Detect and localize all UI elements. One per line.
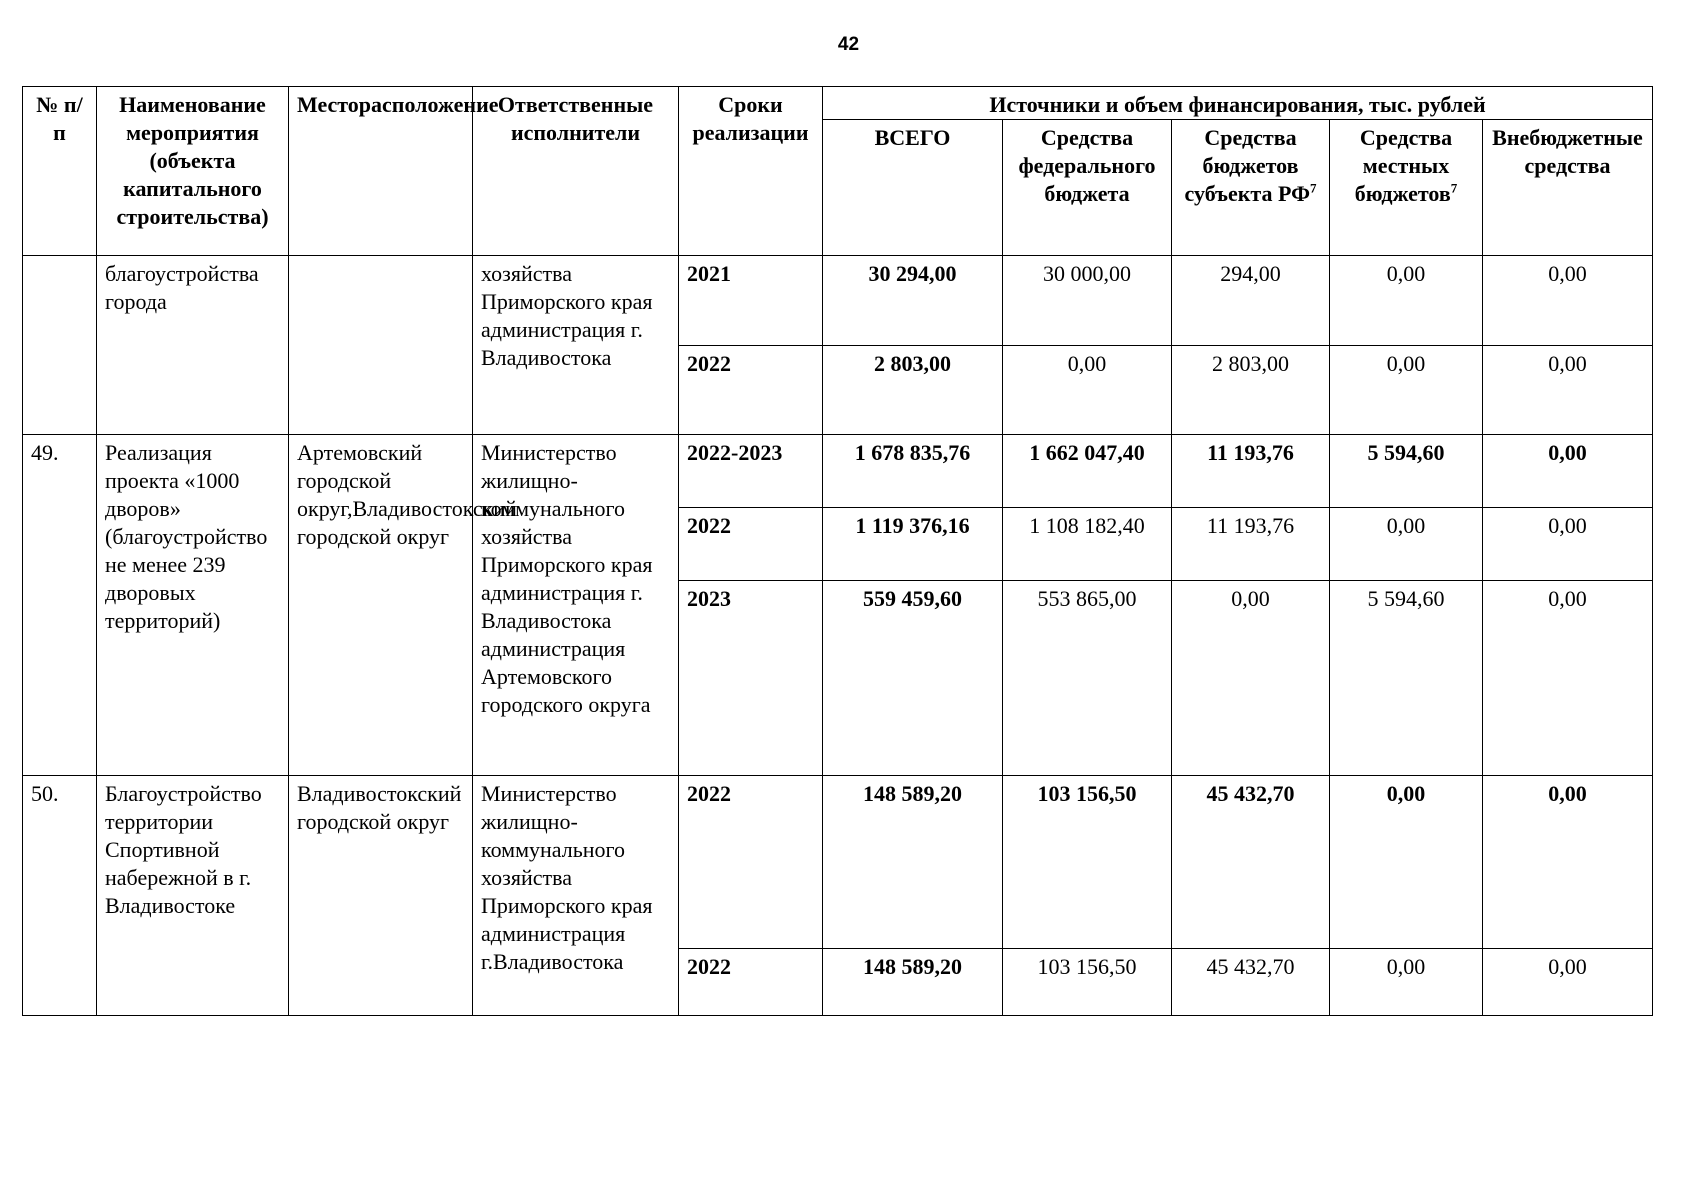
cell-total: 559 459,60 bbox=[823, 581, 1003, 776]
cell-local: 0,00 bbox=[1330, 508, 1483, 581]
cell-local: 0,00 bbox=[1330, 346, 1483, 435]
header-location: Месторасположение bbox=[289, 87, 473, 256]
cell-total: 30 294,00 bbox=[823, 256, 1003, 346]
cell-federal: 30 000,00 bbox=[1003, 256, 1172, 346]
table-row bbox=[23, 256, 1653, 346]
cell-executors: хозяйства Приморского края администрация г. Владивостока bbox=[473, 256, 679, 435]
cell-num: 49. bbox=[23, 435, 97, 776]
cell-year: 2022-2023 bbox=[679, 435, 823, 508]
cell-year: 2021 bbox=[679, 256, 823, 346]
cell-local: 0,00 bbox=[1330, 256, 1483, 346]
cell-regional: 0,00 bbox=[1172, 581, 1330, 776]
cell-federal: 0,00 bbox=[1003, 346, 1172, 435]
cell-name: Реализация проекта «1000 дворов» (благоустройство не менее 239 дворовых территорий) bbox=[97, 435, 289, 776]
cell-federal: 1 662 047,40 bbox=[1003, 435, 1172, 508]
cell-location bbox=[289, 256, 473, 435]
header-local: Средства местных бюджетов$^7$ bbox=[1330, 120, 1483, 256]
header-terms: Сроки реализации bbox=[679, 87, 823, 256]
cell-location: Владивостокский городской округ bbox=[289, 776, 473, 1016]
header-num: № п/п bbox=[23, 87, 97, 256]
cell-federal: 1 108 182,40 bbox=[1003, 508, 1172, 581]
cell-location: Артемовский городской округ,Владивостокский городской округ bbox=[289, 435, 473, 776]
cell-regional: 11 193,76 bbox=[1172, 508, 1330, 581]
cell-federal: 553 865,00 bbox=[1003, 581, 1172, 776]
cell-extra: 0,00 bbox=[1483, 256, 1653, 346]
cell-local: 0,00 bbox=[1330, 949, 1483, 1016]
cell-total: 148 589,20 bbox=[823, 776, 1003, 949]
cell-year: 2022 bbox=[679, 776, 823, 949]
cell-regional: 45 432,70 bbox=[1172, 949, 1330, 1016]
cell-num bbox=[23, 256, 97, 435]
cell-num: 50. bbox=[23, 776, 97, 1016]
cell-extra: 0,00 bbox=[1483, 776, 1653, 949]
cell-regional: 11 193,76 bbox=[1172, 435, 1330, 508]
cell-year: 2022 bbox=[679, 949, 823, 1016]
cell-regional: 294,00 bbox=[1172, 256, 1330, 346]
header-name: Наименование мероприятия (объекта капитального строительства) bbox=[97, 87, 289, 256]
cell-extra: 0,00 bbox=[1483, 949, 1653, 1016]
header-extra: Внебюджетные средства bbox=[1483, 120, 1653, 256]
cell-executors: Министерство жилищно-коммунального хозяйства Приморского края администрация г. Владивостока администрация Артемовского городского округа bbox=[473, 435, 679, 776]
cell-local: 5 594,60 bbox=[1330, 435, 1483, 508]
cell-total: 2 803,00 bbox=[823, 346, 1003, 435]
header-federal: Средства федерального бюджета bbox=[1003, 120, 1172, 256]
table-row bbox=[23, 776, 1653, 949]
header-total: ВСЕГО bbox=[823, 120, 1003, 256]
page-number: 42 bbox=[837, 34, 860, 55]
cell-regional: 45 432,70 bbox=[1172, 776, 1330, 949]
cell-local: 0,00 bbox=[1330, 776, 1483, 949]
cell-year: 2022 bbox=[679, 508, 823, 581]
cell-regional: 2 803,00 bbox=[1172, 346, 1330, 435]
cell-executors: Министерство жилищно-коммунального хозяйства Приморского края администрация г.Владивостока bbox=[473, 776, 679, 1016]
cell-name: благоустройства города bbox=[97, 256, 289, 435]
table-row bbox=[23, 435, 1653, 508]
cell-extra: 0,00 bbox=[1483, 581, 1653, 776]
cell-total: 148 589,20 bbox=[823, 949, 1003, 1016]
cell-total: 1 119 376,16 bbox=[823, 508, 1003, 581]
header-regional: Средства бюджетов субъекта $РФ^7$ bbox=[1172, 120, 1330, 256]
cell-extra: 0,00 bbox=[1483, 435, 1653, 508]
cell-federal: 103 156,50 bbox=[1003, 776, 1172, 949]
cell-federal: 103 156,50 bbox=[1003, 949, 1172, 1016]
header-executors: Ответственные исполнители bbox=[473, 87, 679, 256]
cell-total: 1 678 835,76 bbox=[823, 435, 1003, 508]
cell-year: 2023 bbox=[679, 581, 823, 776]
financing-table bbox=[22, 86, 1653, 1016]
cell-extra: 0,00 bbox=[1483, 508, 1653, 581]
cell-local: 5 594,60 bbox=[1330, 581, 1483, 776]
cell-name: Благоустройство территории Спортивной набережной в г. Владивостоке bbox=[97, 776, 289, 1016]
header-sources: Источники и объем финансирования, тыс. рублей bbox=[823, 87, 1653, 120]
cell-extra: 0,00 bbox=[1483, 346, 1653, 435]
cell-year: 2022 bbox=[679, 346, 823, 435]
